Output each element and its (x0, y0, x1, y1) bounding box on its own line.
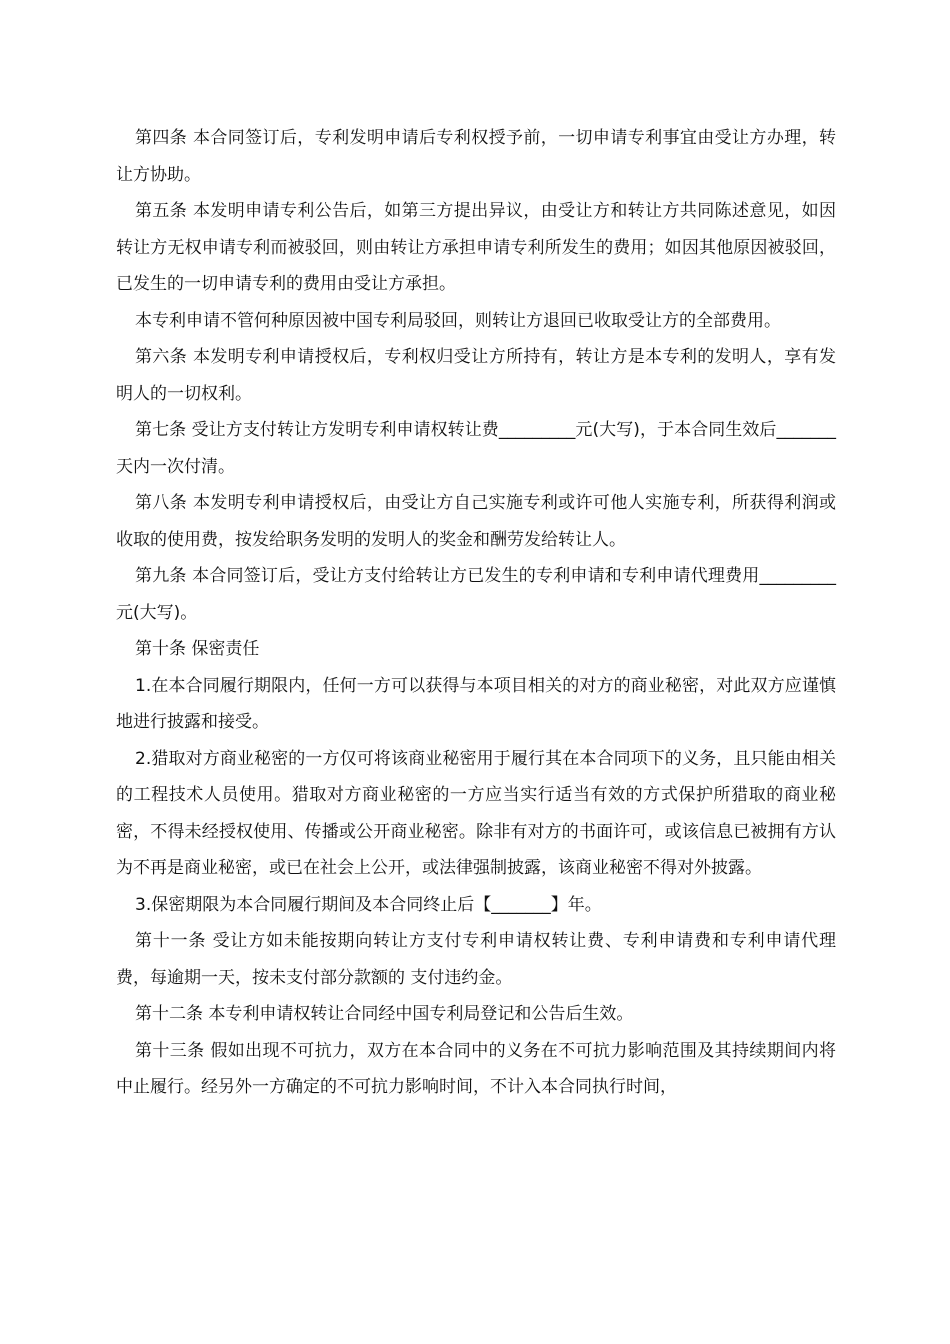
clause-10-item-3: 3.保密期限为本合同履行期间及本合同终止后【_______】年。 (135, 894, 602, 915)
clause-11: 第十一条 受让方如未能按期向转让方支付专利申请权转让费、专利申请费和专利申请代理费，每逾期一天，按未支付部分款额的 支付违约金。 (116, 931, 836, 988)
clause-10-item-1: 1.在本合同履行期限内，任何一方可以获得与本项目相关的对方的商业秘密，对此双方应谨慎地进行披露和接受。 (116, 675, 836, 732)
clause-13: 第十三条 假如出现不可抗力，双方在本合同中的义务在不可抗力影响范围及其持续期间内将中止履行。经另外一方确定的不可抗力影响时间，不计入本合同执行时间， (116, 1040, 836, 1097)
clause-7: 第七条 受让方支付转让方发明专利申请权转让费_________元(大写)，于本合同生效后_______天内一次付清。 (116, 420, 836, 477)
clause-5: 第五条 本发明申请专利公告后，如第三方提出异议，由受让方和转让方共同陈述意见，如因转让方无权申请专利而被驳回，则由转让方承担申请专利所发生的费用；如因其他原因被驳回，已发生的一切申请专利的费用由受让方承担。 (116, 201, 836, 294)
clause-5-refund-note: 本专利申请不管何种原因被中国专利局驳回，则转让方退回已收取受让方的全部费用。 (135, 310, 781, 331)
clause-12: 第十二条 本专利申请权转让合同经中国专利局登记和公告后生效。 (135, 1004, 634, 1024)
clause-10-item-2: 2.猎取对方商业秘密的一方仅可将该商业秘密用于履行其在本合同项下的义务，且只能由相关的工程技术人员使用。猎取对方商业秘密的一方应当实行适当有效的方式保护所猎取的商业秘密，不得未经授权使用、传播或公开商业秘密。除非有对方的书面许可，或该信息已被拥有方认为不再是商业秘密，或已在社会上公开，或法律强制披露，该商业秘密不得对外披露。 (116, 748, 836, 878)
clause-8: 第八条 本发明专利申请授权后，由受让方自己实施专利或许可他人实施专利，所获得利润或收取的使用费，按发给职务发明的发明人的奖金和酬劳发给转让人。 (116, 493, 836, 550)
document-body (116, 120, 836, 1106)
clause-6: 第六条 本发明专利申请授权后，专利权归受让方所持有，转让方是本专利的发明人，享有发明人的一切权利。 (116, 347, 836, 404)
clause-9: 第九条 本合同签订后，受让方支付给转让方已发生的专利申请和专利申请代理费用_________元(大写)。 (116, 566, 836, 623)
clause-10-heading: 第十条 保密责任 (135, 639, 260, 659)
clause-4: 第四条 本合同签订后，专利发明申请后专利权授予前，一切申请专利事宜由受让方办理，转让方协助。 (116, 128, 836, 185)
